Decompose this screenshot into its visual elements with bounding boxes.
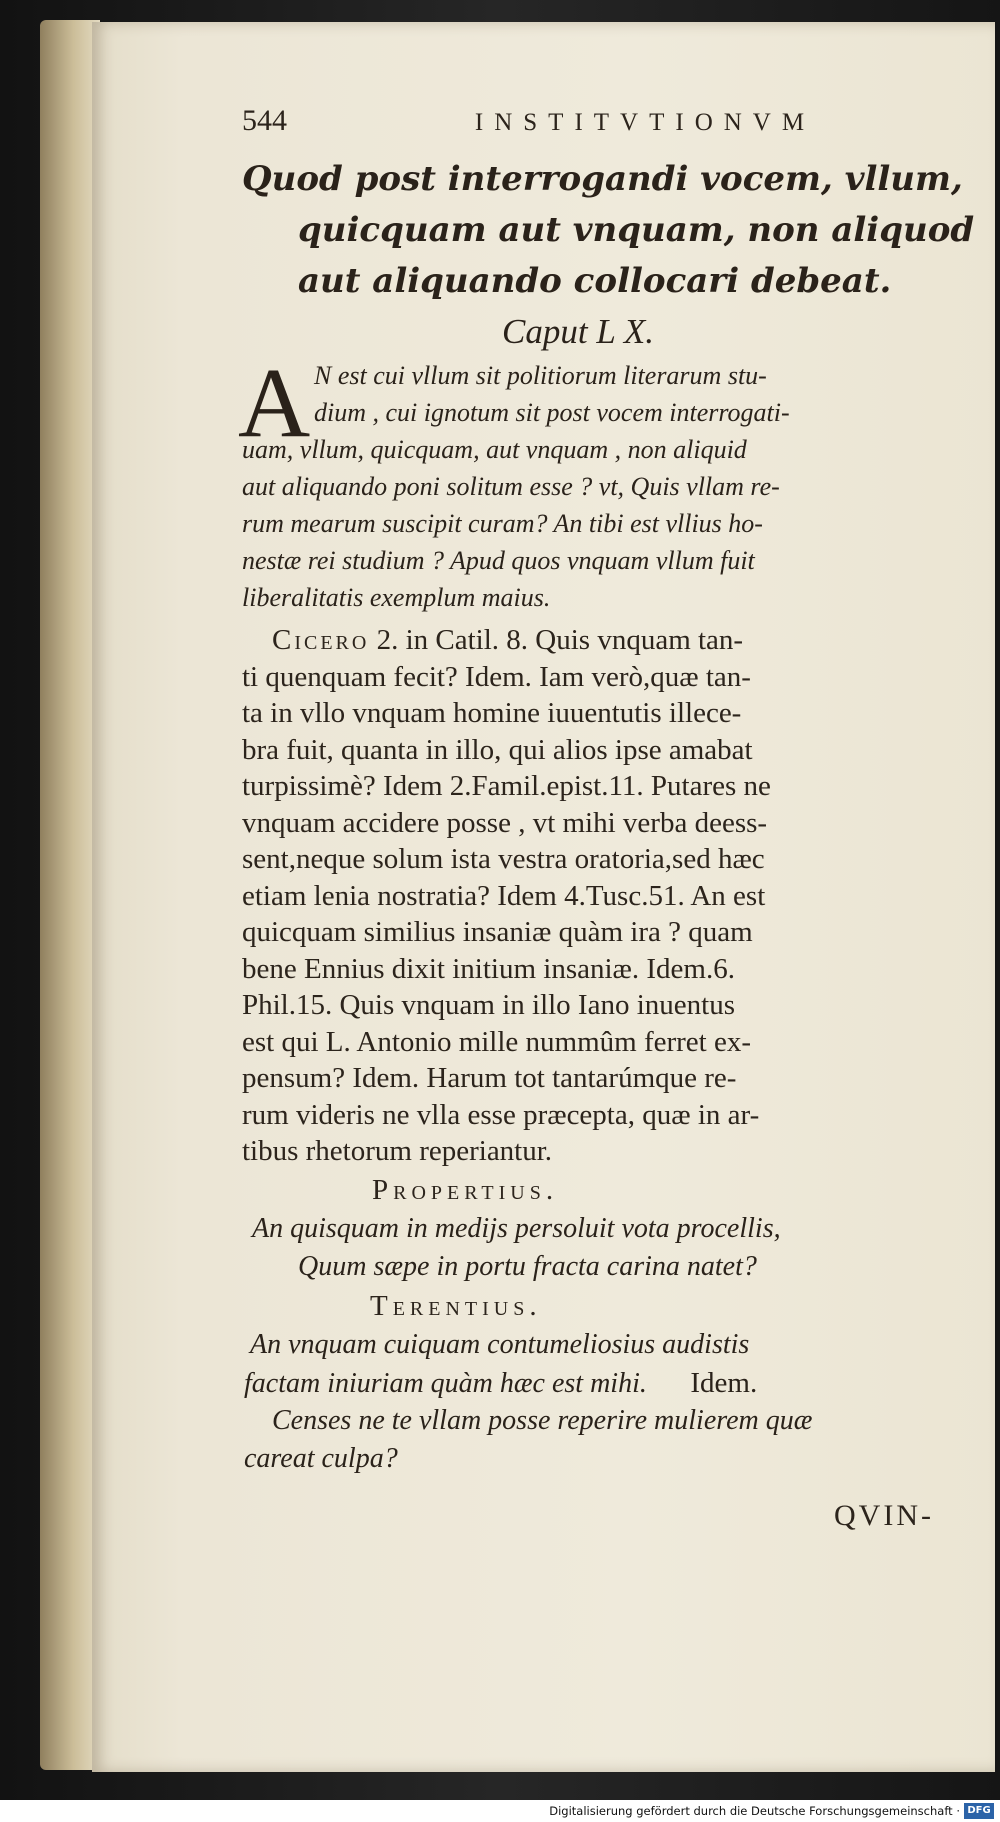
page-number: 544 — [242, 104, 287, 137]
intro-line: uam, vllum, quicquam, aut vnquam , non aliquid — [242, 435, 747, 464]
body-line: sent,neque solum ista vestra oratoria,sed hæc — [242, 843, 765, 875]
chapter-heading-line: quicquam aut vnquam, non aliquod — [298, 210, 975, 250]
body-line: Phil.15. Quis vnquam in illo Iano inuentus — [242, 989, 735, 1021]
intro-line: dium , cui ignotum sit post vocem interrogati- — [314, 398, 790, 427]
verse-line: careat culpa? — [244, 1442, 398, 1474]
body-line: rum videris ne vlla esse præcepta, quæ in ar- — [242, 1098, 760, 1131]
book-page — [92, 22, 995, 1772]
intro-line: nestæ rei studium ? Apud quos vnquam vllum fuit — [242, 546, 755, 575]
verse-line: Censes ne te vllam posse reperire mulierem quæ — [272, 1404, 813, 1436]
body-line: quicquam similius insaniæ quàm ira ? quam — [242, 916, 753, 948]
running-head — [242, 104, 1000, 150]
intro-line: liberalitatis exemplum maius. — [242, 583, 551, 612]
funding-notice: Digitalisierung gefördert durch die Deutsche Forschungsgemeinschaft · — [549, 1804, 960, 1818]
dfg-logo: DFG — [964, 1803, 994, 1819]
body-line: vnquam accidere posse , vt mihi verba deess- — [242, 806, 768, 839]
chapter-heading-line: Quod post interrogandi vocem, vllum, — [242, 159, 963, 199]
body-line: etiam lenia nostratia? Idem 4.Tusc.51. An est — [242, 879, 766, 912]
intro-line: rum mearum suscipit curam? An tibi est vllius ho- — [242, 509, 763, 538]
cicero-paragraph — [242, 622, 1000, 1170]
verse-line: An quisquam in medijs persoluit vota procellis, — [252, 1212, 781, 1244]
drop-cap-initial: A — [238, 347, 311, 458]
catchword: QVIN- — [834, 1498, 934, 1532]
chapter-heading — [242, 154, 1000, 307]
page-text — [238, 104, 1000, 1536]
body-line — [242, 622, 1000, 659]
chapter-number: Caput L X. — [502, 312, 655, 351]
verse-line — [242, 1364, 1000, 1402]
body-line-text: 2. in Catil. 8. Quis vnquam tan- — [369, 624, 744, 656]
running-head-title: INSTITVTIONVM — [474, 109, 816, 136]
body-line: ti quenquam fecit? Idem. Iam verò,quæ tan- — [242, 660, 751, 693]
idem-label — [647, 1367, 757, 1399]
body-line: est qui L. Antonio mille nummûm ferret ex- — [242, 1025, 752, 1058]
body-line: bra fuit, quanta in illo, qui alios ipse amabat — [242, 733, 753, 766]
verse-line: Quum sæpe in portu fracta carina natet? — [298, 1250, 757, 1282]
footer-bar — [0, 1800, 1000, 1822]
verse-line-text: factam iniuriam quàm hæc est mihi. — [244, 1367, 647, 1399]
poet-name-terentius: Terentius. — [370, 1289, 542, 1322]
intro-line: N est cui vllum sit politiorum literarum stu- — [314, 361, 767, 390]
chapter-heading-line: aut aliquando collocari debeat. — [298, 261, 892, 301]
idem-text: Idem. — [690, 1366, 758, 1399]
body-line: pensum? Idem. Harum tot tantarúmque re- — [242, 1062, 737, 1094]
book-edge — [40, 20, 100, 1770]
verse-line: An vnquam cuiquam contumeliosius audistis — [250, 1328, 750, 1360]
body-line: turpissimè? Idem 2.Famil.epist.11. Putares ne — [242, 770, 771, 802]
poet-name-propertius: Propertius. — [372, 1173, 559, 1206]
author-name: Cicero — [272, 624, 370, 656]
body-line: bene Ennius dixit initium insaniæ. Idem.6. — [242, 952, 735, 985]
body-line: tibus rhetorum reperiantur. — [242, 1135, 553, 1167]
intro-line: aut aliquando poni solitum esse ? vt, Quis vllam re- — [242, 472, 780, 501]
body-line: ta in vllo vnquam homine iuuentutis illece- — [242, 697, 742, 729]
intro-paragraph — [238, 347, 1000, 616]
